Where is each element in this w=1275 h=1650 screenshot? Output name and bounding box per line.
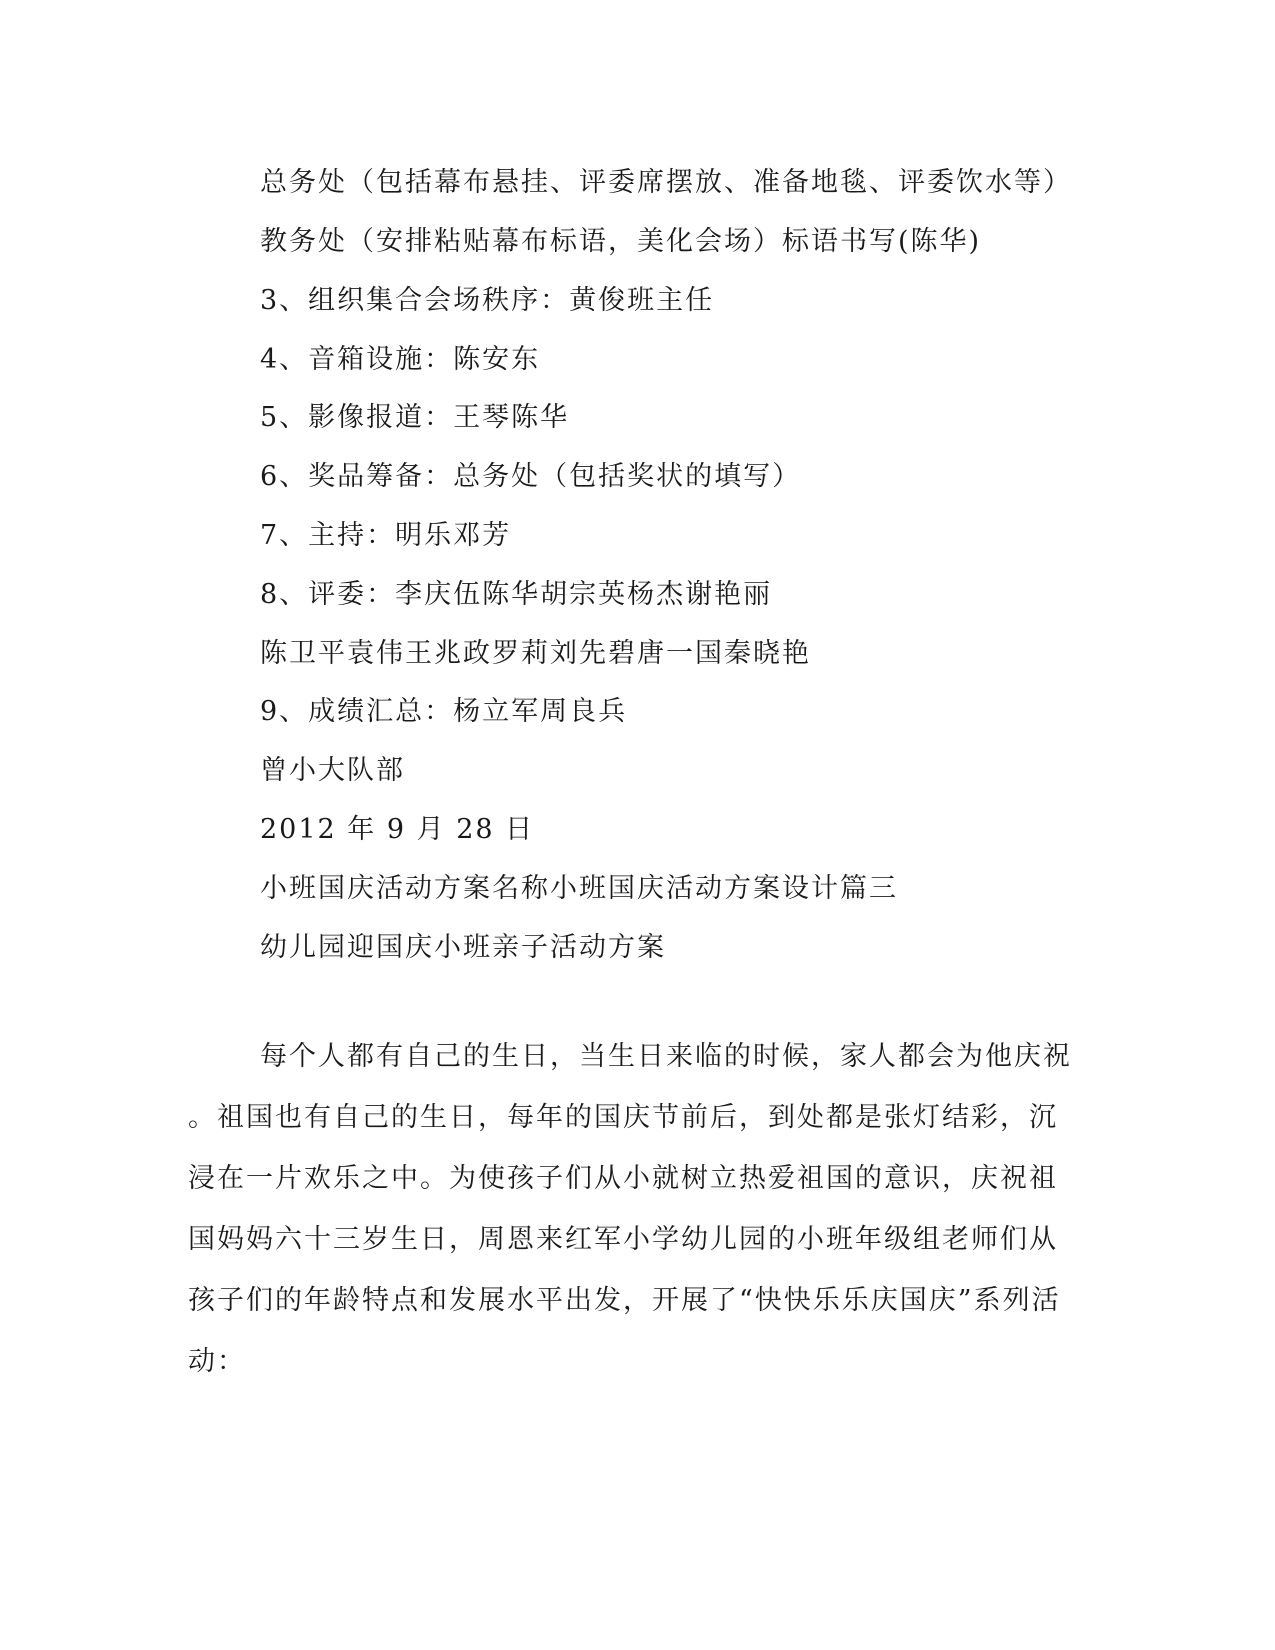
text-line-general-affairs: 总务处（包括幕布悬挂、评委席摆放、准备地毯、评委饮水等） <box>260 167 1072 198</box>
text-line-plan-title: 幼儿园迎国庆小班亲子活动方案 <box>260 932 666 963</box>
text-line-item-8: 8、评委：李庆伍陈华胡宗英杨杰谢艳丽 <box>260 579 773 610</box>
text-line-item-9: 9、成绩汇总：杨立军周良兵 <box>260 696 628 727</box>
paragraph-line-4: 国妈妈六十三岁生日，周恩来红军小学幼儿园的小班年级组老师们从 <box>188 1224 1058 1255</box>
paragraph-line-2: 。祖国也有自己的生日，每年的国庆节前后，到处都是张灯结彩，沉 <box>188 1102 1058 1133</box>
text-line-item-3: 3、组织集合会场秩序：黄俊班主任 <box>260 285 715 316</box>
paragraph-line-1: 每个人都有自己的生日，当生日来临的时候，家人都会为他庆祝 <box>260 1041 1072 1072</box>
text-line-item-5: 5、影像报道：王琴陈华 <box>260 402 570 433</box>
paragraph-line-5: 孩子们的年龄特点和发展水平出发，开展了“快快乐乐庆国庆”系列活 <box>188 1285 1061 1316</box>
text-line-signature-unit: 曾小大队部 <box>260 755 405 786</box>
paragraph-line-6: 动： <box>188 1346 246 1377</box>
paragraph-line-3: 浸在一片欢乐之中。为使孩子们从小就树立热爱祖国的意识，庆祝祖 <box>188 1163 1058 1194</box>
text-line-section-heading: 小班国庆活动方案名称小班国庆活动方案设计篇三 <box>260 873 898 904</box>
text-line-item-4: 4、音箱设施：陈安东 <box>260 344 541 375</box>
text-line-academic-affairs: 教务处（安排粘贴幕布标语，美化会场）标语书写(陈华) <box>260 226 982 257</box>
body-paragraph <box>188 1026 1072 1392</box>
text-line-item-6: 6、奖品筹备：总务处（包括奖状的填写） <box>260 461 802 492</box>
text-line-item-7: 7、主持：明乐邓芳 <box>260 520 512 551</box>
text-line-judges-continued: 陈卫平袁伟王兆政罗莉刘先碧唐一国秦晓艳 <box>260 638 811 669</box>
text-line-date: 2012 年 9 月 28 日 <box>260 814 535 845</box>
